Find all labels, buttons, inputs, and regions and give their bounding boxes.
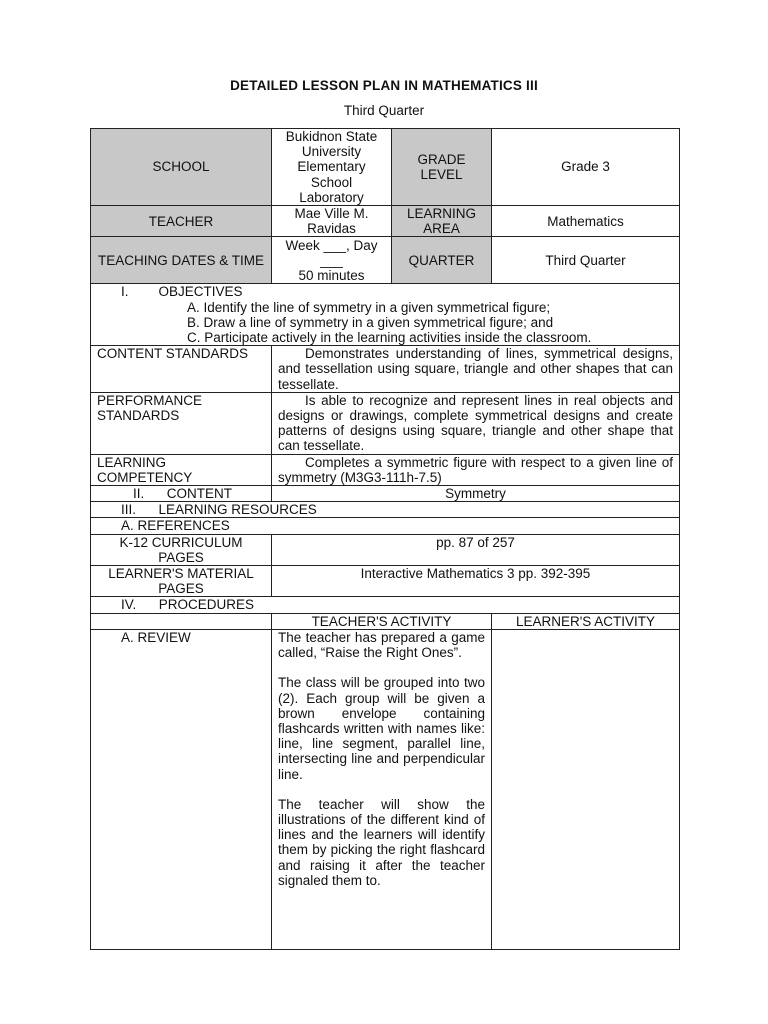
quarter-value: Third Quarter <box>492 237 680 284</box>
material-value: Interactive Mathematics 3 pp. 392-395 <box>272 566 680 597</box>
quarter-label: QUARTER <box>392 237 492 284</box>
week-day-text: Week ___, Day ___ <box>285 237 378 268</box>
references-heading: A. REFERENCES <box>91 518 680 534</box>
material-row <box>91 566 680 597</box>
learning-resources-row <box>91 502 680 518</box>
objectives-row <box>91 284 680 346</box>
lesson-plan-table <box>90 128 680 950</box>
procedures-heading: IV. PROCEDURES <box>91 597 680 613</box>
learning-resources-heading: III. LEARNING RESOURCES <box>91 502 680 518</box>
teaching-dates-value <box>272 237 392 284</box>
teacher-row <box>91 206 680 237</box>
content-standards-label: CONTENT STANDARDS <box>91 346 272 393</box>
objectives-heading: I. OBJECTIVES <box>121 284 243 300</box>
teacher-review-activity <box>272 629 492 949</box>
review-row <box>91 629 680 949</box>
content-standards-row <box>91 346 680 393</box>
review-paragraph-2: The class will be grouped into two (2). Each group will be given a brown envelope containing flashcards written with names like: line, line segment, parallel line, intersecting line and perpendicular line. <box>278 675 485 782</box>
content-row <box>91 486 680 502</box>
teaching-dates-label: TEACHING DATES & TIME <box>91 237 272 284</box>
document-title: DETAILED LESSON PLAN IN MATHEMATICS III <box>230 78 538 93</box>
learning-competency-text: Completes a symmetric figure with respect to a given line of symmetry (M3G3-111h-7.5) <box>272 454 680 485</box>
content-standards-text: Demonstrates understanding of lines, symmetrical designs, and tessellation using square, triangle and other shapes that can tessellate. <box>272 346 680 393</box>
learner-activity-header: LEARNER'S ACTIVITY <box>492 613 680 629</box>
references-row <box>91 518 680 534</box>
learning-area-value: Mathematics <box>492 206 680 237</box>
activity-header-row <box>91 613 680 629</box>
learning-area-label: LEARNING AREA <box>392 206 492 237</box>
material-label: LEARNER'S MATERIAL PAGES <box>91 566 272 597</box>
objective-item-c: C. Participate actively in the learning activities inside the classroom. <box>187 330 592 346</box>
learner-review-activity <box>492 629 680 949</box>
review-paragraph-1: The teacher has prepared a game called, “Raise the Right Ones”. <box>278 629 485 661</box>
teacher-activity-header: TEACHER'S ACTIVITY <box>272 613 492 629</box>
school-row <box>91 129 680 206</box>
procedures-row <box>91 597 680 613</box>
grade-level-value: Grade 3 <box>492 129 680 206</box>
curriculum-row <box>91 534 680 565</box>
school-label: SCHOOL <box>91 129 272 206</box>
objective-item-a: A. Identify the line of symmetry in a given symmetrical figure; <box>187 299 551 315</box>
performance-standards-label: PERFORMANCE STANDARDS <box>91 392 272 454</box>
curriculum-value: pp. 87 of 257 <box>272 534 680 565</box>
objective-item-b: B. Draw a line of symmetry in a given symmetrical figure; and <box>187 314 554 330</box>
minutes-text: 50 minutes <box>298 268 365 284</box>
learning-competency-label: LEARNING COMPETENCY <box>91 454 272 485</box>
blank-header-cell <box>91 613 272 629</box>
teacher-value: Mae Ville M. Ravidas <box>272 206 392 237</box>
content-label: II. CONTENT <box>91 486 272 502</box>
review-label: A. REVIEW <box>91 629 272 949</box>
performance-standards-text: Is able to recognize and represent lines in real objects and designs or drawings, complete symmetrical designs and create patterns of designs using square, triangle and other shape that can tessellate. <box>272 392 680 454</box>
performance-standards-row <box>91 392 680 454</box>
objectives-cell <box>91 284 680 346</box>
review-paragraph-3: The teacher will show the illustrations of the different kind of lines and the learners will identify them by picking the right flashcard and raising it after the teacher signaled them to. <box>278 796 485 888</box>
content-value: Symmetry <box>272 486 680 502</box>
school-value: Bukidnon State University Elementary School Laboratory <box>272 129 392 206</box>
grade-level-label: GRADE LEVEL <box>392 129 492 206</box>
teacher-label: TEACHER <box>91 206 272 237</box>
dates-row <box>91 237 680 284</box>
document-subtitle: Third Quarter <box>343 103 425 118</box>
learning-competency-row <box>91 454 680 485</box>
curriculum-label: K-12 CURRICULUM PAGES <box>91 534 272 565</box>
